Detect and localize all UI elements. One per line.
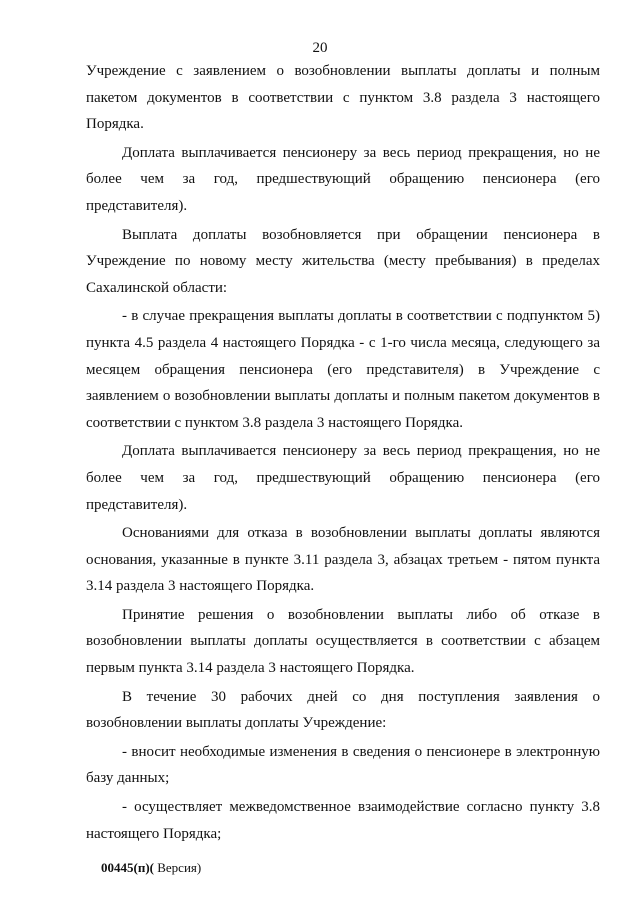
paragraph: Принятие решения о возобновлении выплаты либо об отказе в возобновлении выплаты доплаты осуществляется в соответствии с абзацем первым пункта 3.14 раздела 3 настоящего Порядка. [86,606,600,677]
body-text [86,58,600,847]
document-code: 00445(п)( [101,860,154,875]
paragraph: Учреждение с заявлением о возобновлении выплаты доплаты и полным пакетом документов в соответствии с пунктом 3.8 раздела 3 настоящего Порядка. [86,63,600,133]
paragraph: - осуществляет межведомственное взаимодействие согласно пункту 3.8 настоящего Порядка; [86,799,600,842]
paragraph: Выплата доплаты возобновляется при обращении пенсионера в Учреждение по новому месту жительства (месту пребывания) в пределах Сахалинской области: [86,226,600,296]
paragraph: - вносит необходимые изменения в сведения о пенсионере в электронную базу данных; [86,743,600,787]
document-version: Версия) [153,860,202,875]
paragraph: - в случае прекращения выплаты доплаты в соответствии с подпунктом 5) пункта 4.5 раздела 4 настоящего Порядка - с 1-го числа месяца, следующего за месяцем обращения пенсионера (его представителя) в Учреждение с заявлением о возобновлении выплаты доплаты и полным пакетом документов в соответствии с пунктом 3.8 раздела 3 настоящего Порядка. [86,308,600,431]
paragraph: Доплата выплачивается пенсионеру за весь период прекращения, но не более чем за год, предшествующий обращению пенсионера (его представителя). [86,443,600,513]
page-number: 20 [312,40,328,56]
paragraph: Доплата выплачивается пенсионеру за весь период прекращения, но не более чем за год, предшествующий обращению пенсионера (его представителя). [86,144,600,214]
paragraph: Основаниями для отказа в возобновлении выплаты доплаты являются основания, указанные в пункте 3.11 раздела 3, абзацах третьем - пятом пункта 3.14 раздела 3 настоящего Порядка. [86,525,600,595]
paragraph: В течение 30 рабочих дней со дня поступления заявления о возобновлении выплаты доплаты Учреждение: [86,688,600,732]
document-footer [101,860,201,876]
